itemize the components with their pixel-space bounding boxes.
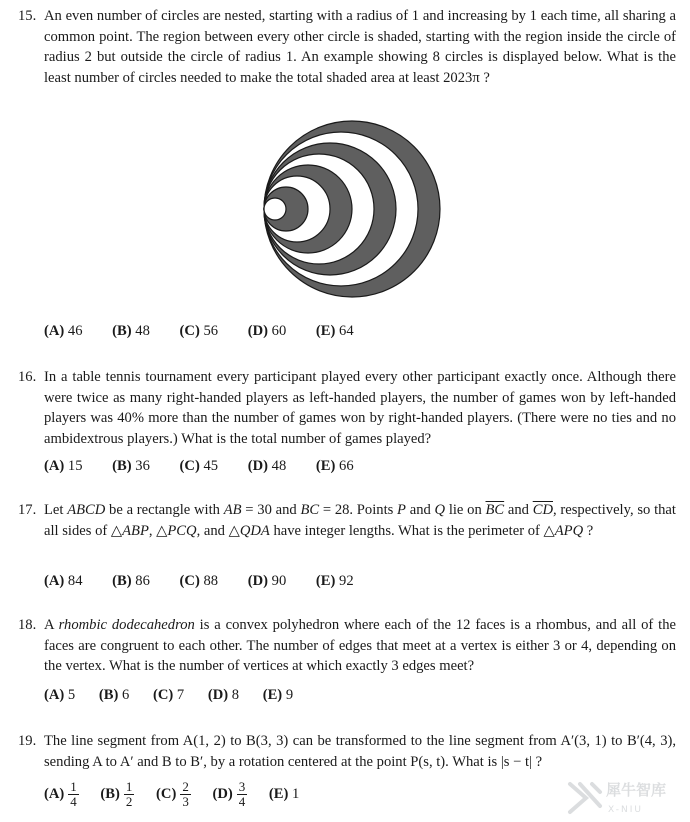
watermark-sub: X-NIU bbox=[608, 805, 643, 815]
choice-a[interactable]: (A) 5 bbox=[44, 687, 76, 703]
choice-b[interactable]: (B) 6 bbox=[98, 687, 130, 703]
answer-choices bbox=[44, 780, 325, 809]
fraction: $\frac{1}{2}$ bbox=[125, 779, 133, 809]
problem-number: 19. bbox=[18, 733, 37, 749]
choice-c[interactable]: (C) 56 bbox=[179, 323, 219, 339]
choice-a[interactable]: (A) 84 bbox=[44, 573, 83, 589]
answer-choices bbox=[44, 321, 380, 342]
watermark bbox=[566, 776, 684, 818]
answer-choices bbox=[44, 456, 380, 477]
fraction: $\frac{2}{3}$ bbox=[182, 779, 189, 809]
problem-text: In a table tennis tournament every participant played every other participant exactly once. Although there were twice as many right-handed players as left-handed players, the number of games won by left-handed players was 40% more than the number of games won by right-handed players. (There were no ties and no ambidextrous players.) What is the total number of games played? bbox=[44, 369, 676, 447]
answer-choices bbox=[44, 571, 380, 592]
watermark-logo-icon bbox=[566, 778, 604, 816]
choice-c[interactable]: (C) 7 bbox=[152, 687, 185, 703]
choice-c[interactable]: (C) $\frac{2}{3}$ bbox=[156, 779, 189, 809]
choice-d[interactable]: (D) 8 bbox=[207, 687, 240, 703]
choice-b[interactable]: (B) 86 bbox=[112, 573, 150, 589]
choice-a[interactable]: (A) $\frac{1}{4}$ bbox=[44, 779, 77, 809]
choice-b[interactable]: (B) 48 bbox=[112, 323, 150, 339]
watermark-brand: 犀牛智库 bbox=[606, 781, 667, 799]
choice-d[interactable]: (D) $\frac{3}{4}$ bbox=[212, 779, 246, 809]
choice-d[interactable]: (D) 48 bbox=[247, 458, 287, 474]
problem-text: An even number of circles are nested, starting with a radius of 1 and increasing by 1 each time, all sharing a common point. The region between every other circle is shaded, starting with the region inside the circle of radius 2 but outside the circle of radius 1. An example showing 8 circles is displayed below. What is the least number of circles needed to make the total shaded area at least 2023π ? bbox=[44, 8, 676, 86]
fraction: $\frac{1}{4}$ bbox=[70, 779, 77, 809]
choice-d[interactable]: (D) 60 bbox=[247, 323, 287, 339]
segment-bc: $\overline{BC}$ bbox=[485, 502, 505, 518]
problem-text: A rhombic dodecahedron is a convex polyhedron where each of the 12 faces is a rhombus, and all of the faces are congruent to each other. The number of edges that meet at a vertex is either 3 or 4, depending on the vertex. What is the number of vertices at which exactly 3 edges meet? bbox=[44, 617, 676, 674]
fraction: $\frac{3}{4}$ bbox=[238, 779, 246, 809]
problem-number: 15. bbox=[18, 8, 37, 24]
problem-text: The line segment from A(1, 2) to B(3, 3) can be transformed to the line segment from A′(3, 1) to B′(4, 3), sending A to A′ and B to B′, by a rotation centered at the point P(s, t). What is |s − t| ? bbox=[44, 733, 676, 770]
choice-c[interactable]: (C) 88 bbox=[179, 573, 219, 589]
choice-a[interactable]: (A) 15 bbox=[44, 458, 83, 474]
choice-e[interactable]: (E) 9 bbox=[262, 687, 294, 703]
problem-number: 17. bbox=[18, 502, 37, 518]
circle-radius-1 bbox=[264, 198, 286, 220]
nested-circles-figure bbox=[262, 118, 444, 300]
choice-a[interactable]: (A) 46 bbox=[44, 323, 83, 339]
choice-b[interactable]: (B) 36 bbox=[112, 458, 150, 474]
problem-number: 16. bbox=[18, 369, 37, 385]
choice-b[interactable]: (B) $\frac{1}{2}$ bbox=[100, 779, 133, 809]
term: rhombic dodecahedron bbox=[58, 617, 195, 633]
choice-d[interactable]: (D) 90 bbox=[247, 573, 287, 589]
segment-cd: $\overline{CD}$ bbox=[532, 502, 553, 518]
problem-text: Let ABCD be a rectangle with AB = 30 and BC = 28. Points P and Q lie on $\overline{BC}$ and $\overline{CD}$, respectively, so that all sides of △ABP, △PCQ, and △QDA have integer lengths. What is the perimeter of △APQ ? bbox=[44, 502, 676, 539]
choice-e[interactable]: (E) 1 bbox=[268, 785, 300, 802]
choice-e[interactable]: (E) 66 bbox=[315, 458, 354, 474]
problem-number: 18. bbox=[18, 617, 37, 633]
choice-e[interactable]: (E) 92 bbox=[315, 573, 354, 589]
choice-e[interactable]: (E) 64 bbox=[315, 323, 354, 339]
choice-c[interactable]: (C) 45 bbox=[179, 458, 219, 474]
answer-choices bbox=[44, 685, 319, 706]
